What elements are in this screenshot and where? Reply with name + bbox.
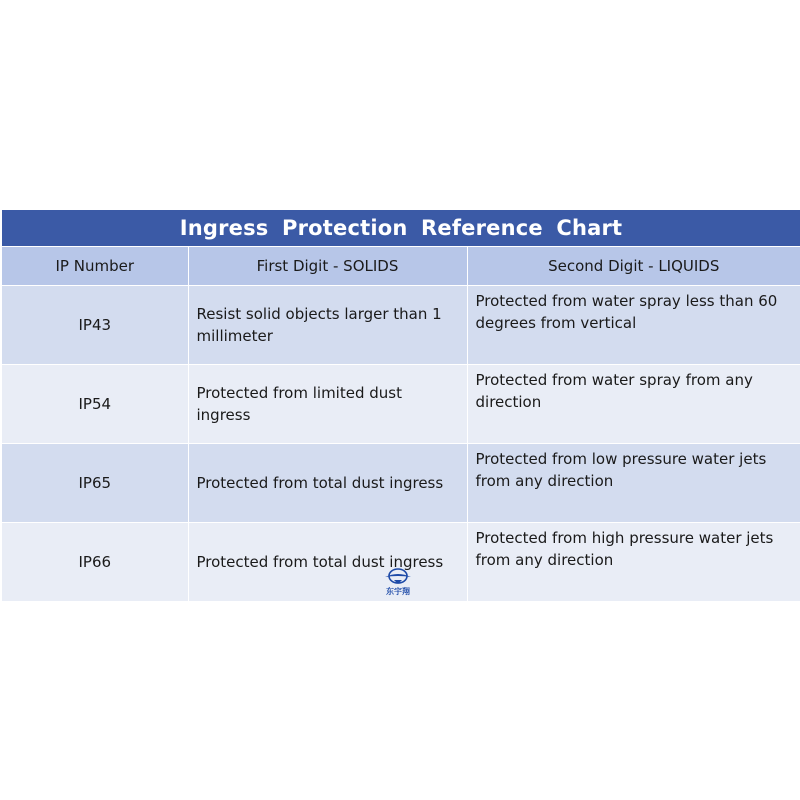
liquids-cell: Protected from low pressure water jets from any direction	[467, 444, 800, 523]
solids-cell: Resist solid objects larger than 1 millimeter	[188, 286, 467, 365]
watermark-logo	[381, 567, 415, 599]
ip-number-cell: IP54	[2, 365, 188, 444]
solids-cell: Protected from total dust ingress	[188, 523, 467, 602]
watermark-text: 东宇翔	[386, 587, 410, 596]
header-solids: First Digit - SOLIDS	[188, 247, 467, 286]
liquids-cell: Protected from water spray less than 60 degrees from vertical	[467, 286, 800, 365]
table-row	[2, 286, 800, 365]
solids-cell: Protected from total dust ingress	[188, 444, 467, 523]
header-liquids: Second Digit - LIQUIDS	[467, 247, 800, 286]
liquids-cell: Protected from water spray from any direction	[467, 365, 800, 444]
header-ip-number: IP Number	[2, 247, 188, 286]
liquids-cell: Protected from high pressure water jets from any direction	[467, 523, 800, 602]
chart-title: Ingress Protection Reference Chart	[2, 210, 800, 246]
ip-reference-chart	[2, 210, 800, 601]
solids-cell: Protected from limited dust ingress	[188, 365, 467, 444]
table-row	[2, 365, 800, 444]
ip-number-cell: IP66	[2, 523, 188, 602]
ip-number-cell: IP43	[2, 286, 188, 365]
ip-table	[2, 246, 800, 601]
logo-emblem-icon	[381, 567, 415, 589]
table-header-row	[2, 247, 800, 286]
table-row	[2, 444, 800, 523]
ip-number-cell: IP65	[2, 444, 188, 523]
